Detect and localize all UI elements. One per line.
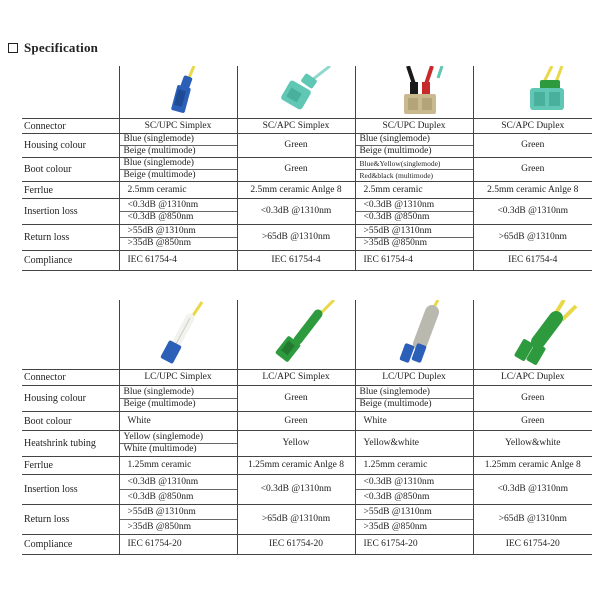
- cell: Yellow&white: [473, 431, 592, 457]
- cell: Yellow: [237, 431, 355, 457]
- cell: 1.25mm ceramic: [355, 457, 473, 475]
- table-row: [22, 457, 592, 475]
- sc-image-row: [22, 66, 592, 118]
- cell: SC/APC Duplex: [473, 119, 592, 134]
- cell: <0.3dB @850nm: [363, 492, 430, 502]
- page-title: Specification: [24, 40, 99, 55]
- cell: <0.3dB @1310nm: [356, 200, 473, 212]
- cell: White: [355, 412, 473, 431]
- cell: 1.25mm ceramic Anlge 8: [237, 457, 355, 475]
- cell: Green: [473, 158, 592, 182]
- cell: SC/APC Simplex: [237, 119, 355, 134]
- lc-image-row: [22, 300, 592, 369]
- cell: >65dB @1310nm: [237, 225, 355, 251]
- row-label: Connector: [22, 370, 119, 386]
- row-label: Boot colour: [22, 158, 119, 182]
- row-label: Connector: [22, 119, 119, 134]
- table-row: [22, 251, 592, 271]
- sc-spec-table: [22, 118, 592, 271]
- cell: Beige (multimode): [123, 170, 196, 180]
- cell: >35dB @850nm: [363, 238, 427, 248]
- cell: Green: [237, 158, 355, 182]
- table-row: [22, 431, 592, 457]
- cell: >55dB @1310nm: [120, 226, 237, 238]
- cell: >55dB @1310nm: [356, 505, 473, 520]
- cell: >65dB @1310nm: [473, 225, 592, 251]
- row-label: Housing colour: [22, 386, 119, 412]
- table-row: [22, 119, 592, 134]
- cell: Green: [237, 386, 355, 412]
- cell: >55dB @1310nm: [356, 226, 473, 238]
- row-label: Ferrlue: [22, 182, 119, 199]
- sc-upc-duplex-icon: [380, 66, 460, 118]
- cell: Blue (singlemode): [120, 387, 237, 399]
- table-row: [22, 505, 592, 535]
- cell: 2.5mm ceramic Anlge 8: [237, 182, 355, 199]
- cell: >35dB @850nm: [127, 522, 191, 532]
- cell: Red&black (multimode): [359, 171, 434, 180]
- cell: 1.25mm ceramic: [119, 457, 237, 475]
- cell: LC/APC Simplex: [237, 370, 355, 386]
- table-row: [22, 386, 592, 412]
- cell: >65dB @1310nm: [473, 505, 592, 535]
- cell: Yellow&white: [355, 431, 473, 457]
- cell: 2.5mm ceramic Anlge 8: [473, 182, 592, 199]
- cell: Green: [237, 134, 355, 158]
- cell: IEC 61754-20: [119, 535, 237, 555]
- table-row: [22, 182, 592, 199]
- table-row: [22, 475, 592, 505]
- cell: <0.3dB @1310nm: [237, 199, 355, 225]
- lc-apc-simplex-icon: [260, 300, 340, 369]
- cell: Yellow (singlemode): [120, 432, 237, 444]
- row-label: Housing colour: [22, 134, 119, 158]
- sc-apc-simplex-icon: [260, 66, 340, 118]
- sc-upc-simplex-icon: [142, 66, 222, 118]
- cell: LC/APC Duplex: [473, 370, 592, 386]
- row-label: Compliance: [22, 535, 119, 555]
- sc-apc-duplex-icon: [500, 66, 580, 118]
- table-row: [22, 370, 592, 386]
- table-row: [22, 412, 592, 431]
- lc-upc-duplex-icon: [380, 300, 460, 369]
- cell: Blue (singlemode): [356, 134, 473, 146]
- section-heading: [8, 40, 98, 56]
- row-label: Boot colour: [22, 412, 119, 431]
- cell: Blue (singlemode): [356, 387, 473, 399]
- cell: Green: [473, 134, 592, 158]
- cell: <0.3dB @1310nm: [237, 475, 355, 505]
- table-row: [22, 158, 592, 182]
- lc-spec-table: [22, 369, 592, 555]
- table-row: [22, 199, 592, 225]
- row-label: Insertion loss: [22, 199, 119, 225]
- lc-apc-duplex-icon: [500, 300, 580, 369]
- cell: >55dB @1310nm: [120, 505, 237, 520]
- table-row: [22, 225, 592, 251]
- cell: IEC 61754-20: [473, 535, 592, 555]
- checkbox-icon: [8, 43, 18, 53]
- cell: <0.3dB @1310nm: [120, 475, 237, 490]
- row-label: Insertion loss: [22, 475, 119, 505]
- cell: Green: [473, 412, 592, 431]
- cell: LC/UPC Duplex: [355, 370, 473, 386]
- cell: 2.5mm ceramic: [355, 182, 473, 199]
- lc-spec-section: [22, 300, 592, 555]
- cell: LC/UPC Simplex: [119, 370, 237, 386]
- table-row: [22, 535, 592, 555]
- cell: 1.25mm ceramic Anlge 8: [473, 457, 592, 475]
- row-label: Compliance: [22, 251, 119, 271]
- row-label: Return loss: [22, 225, 119, 251]
- cell: <0.3dB @1310nm: [120, 200, 237, 212]
- cell: >35dB @850nm: [363, 522, 427, 532]
- cell: >35dB @850nm: [127, 238, 191, 248]
- cell: <0.3dB @850nm: [127, 212, 194, 222]
- cell: IEC 61754-4: [237, 251, 355, 271]
- cell: SC/UPC Simplex: [119, 119, 237, 134]
- cell: SC/UPC Duplex: [355, 119, 473, 134]
- cell: Blue (singlemode): [120, 158, 237, 170]
- cell: >65dB @1310nm: [237, 505, 355, 535]
- cell: IEC 61754-4: [355, 251, 473, 271]
- cell: IEC 61754-4: [473, 251, 592, 271]
- cell: <0.3dB @850nm: [127, 492, 194, 502]
- cell: 2.5mm ceramic: [119, 182, 237, 199]
- cell: <0.3dB @1310nm: [473, 199, 592, 225]
- cell: Green: [237, 412, 355, 431]
- cell: IEC 61754-20: [237, 535, 355, 555]
- cell: Beige (multimode): [359, 399, 432, 409]
- cell: Beige (multimode): [123, 146, 196, 156]
- cell: White: [119, 412, 237, 431]
- cell: Blue&Yellow(singlemode): [356, 158, 473, 170]
- cell: Beige (multimode): [359, 146, 432, 156]
- cell: Beige (multimode): [123, 399, 196, 409]
- cell: IEC 61754-20: [355, 535, 473, 555]
- table-row: [22, 134, 592, 158]
- cell: White (multimode): [123, 444, 197, 454]
- cell: IEC 61754-4: [119, 251, 237, 271]
- sc-spec-section: [22, 66, 592, 271]
- cell: Green: [473, 386, 592, 412]
- row-label: Heatshrink tubing: [22, 431, 119, 457]
- cell: <0.3dB @1310nm: [473, 475, 592, 505]
- cell: <0.3dB @1310nm: [356, 475, 473, 490]
- lc-upc-simplex-icon: [140, 300, 220, 369]
- row-label: Ferrlue: [22, 457, 119, 475]
- cell: <0.3dB @850nm: [363, 212, 430, 222]
- cell: Blue (singlemode): [120, 134, 237, 146]
- row-label: Return loss: [22, 505, 119, 535]
